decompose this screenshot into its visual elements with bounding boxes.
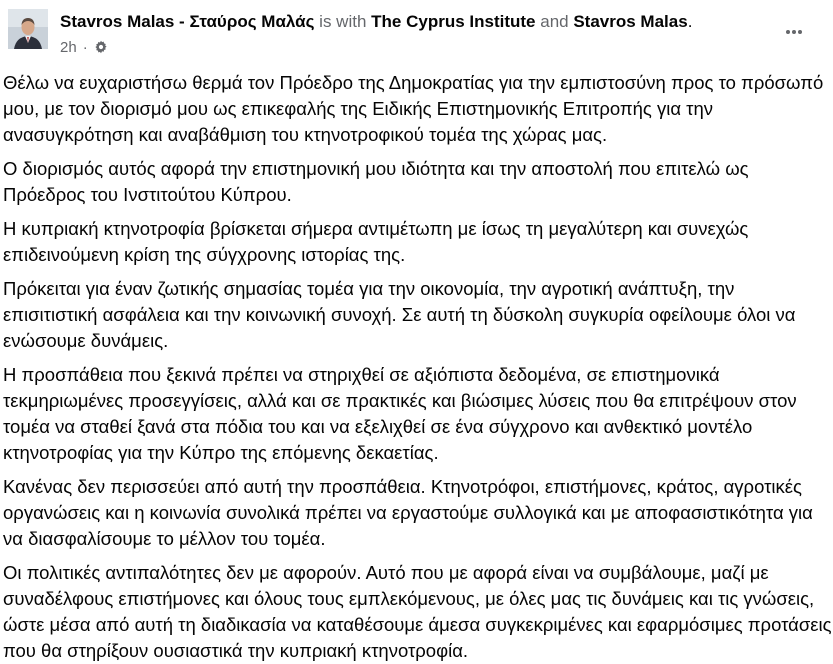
tagged-person-link[interactable]: Stavros Malas [573, 12, 688, 31]
post-meta [60, 37, 108, 57]
post-paragraph-2: Ο διορισμός αυτός αφορά την επιστημονική μου ιδιότητα και την αποστολή που επιτελώ ως Πρόεδρος του Ινστιτούτου Κύπρου. [3, 158, 749, 205]
avatar[interactable] [8, 9, 48, 49]
post-paragraph-1: Θέλω να ευχαριστήσω θερμά τον Πρόεδρο της Δημοκρατίας για την εμπιστοσύνη προς το πρόσωπό μου, με τον διορισμό μου ως επικεφαλής της Ειδικής Επιστημονικής Επιτροπής για την ανασυγκρότηση και αναβάθμιση του κτηνοτροφικού τομέα της χώρας μας. [3, 72, 824, 145]
more-icon[interactable] [784, 22, 804, 42]
post-paragraph-7: Οι πολιτικές αντιπαλότητες δεν με αφορούν. Αυτό που με αφορά είναι να συμβάλουμε, μαζί με συναδέλφους επιστήμονες και όλους τους εμπλεκόμενους, με όλες μας τις δυνάμεις και τις γνώσεις, ώστε μέσα από αυτή τη διαδικασία να καταθέσουμε άμεσα συγκεκριμένες και εφαρμόσιμες προτάσεις που θα στηρίξουν ουσιαστικά την κυπριακή κτηνοτροφία. [3, 562, 832, 661]
author-name-link[interactable]: Stavros Malas - Σταύρος Μαλάς [60, 12, 315, 31]
post-paragraph-4: Πρόκειται για έναν ζωτικής σημασίας τομέα για την οικονομία, την αγροτική ανάπτυξη, την επισιτιστική ασφάλεια και την κοινωνική συνοχή. Σε αυτή τη δύσκολη συγκυρία οφείλουμε όλοι να ενώσουμε δυνάμεις. [3, 278, 796, 351]
tagged-page-link[interactable]: The Cyprus Institute [371, 12, 536, 31]
post-body [0, 70, 832, 661]
post-header [0, 0, 800, 62]
post-header-line [60, 11, 692, 33]
and-text: and [540, 12, 569, 31]
with-text: is with [319, 12, 367, 31]
post-paragraph-3: Η κυπριακή κτηνοτροφία βρίσκεται σήμερα αντιμέτωπη με ίσως τη μεγαλύτερη και συνεχώς επιδεινούμενη κρίση της σύγχρονης ιστορίας της. [3, 218, 749, 265]
header-end-dot: . [687, 12, 693, 31]
post-paragraph-6: Κανένας δεν περισσεύει από αυτή την προσπάθεια. Κτηνοτρόφοι, επιστήμονες, κράτος, αγροτικές οργανώσεις και η κοινωνία συνολικά πρέπει να εργαστούμε συλλογικά και με αποφασιστικότητα για να διασφαλίσουμε το μέλλον του τομέα. [3, 476, 813, 549]
avatar-image [8, 9, 48, 49]
post-paragraph-5: Η προσπάθεια που ξεκινά πρέπει να στηριχθεί σε αξιόπιστα δεδομένα, σε επιστημονικά τεκμηριωμένες προσεγγίσεις, αλλά και σε πρακτικές και βιώσιμες λύσεις που θα επιτρέψουν στον τομέα να σταθεί ξανά στα πόδια του και να εξελιχθεί σε ένα σύγχρονο και ανθεκτικό μοντέλο κτηνοτροφίας για την Κύπρο της επόμενης δεκαετίας. [3, 364, 797, 463]
timestamp-link[interactable]: 2h [60, 38, 77, 56]
meta-separator: · [82, 38, 88, 56]
gear-icon[interactable] [94, 40, 108, 54]
